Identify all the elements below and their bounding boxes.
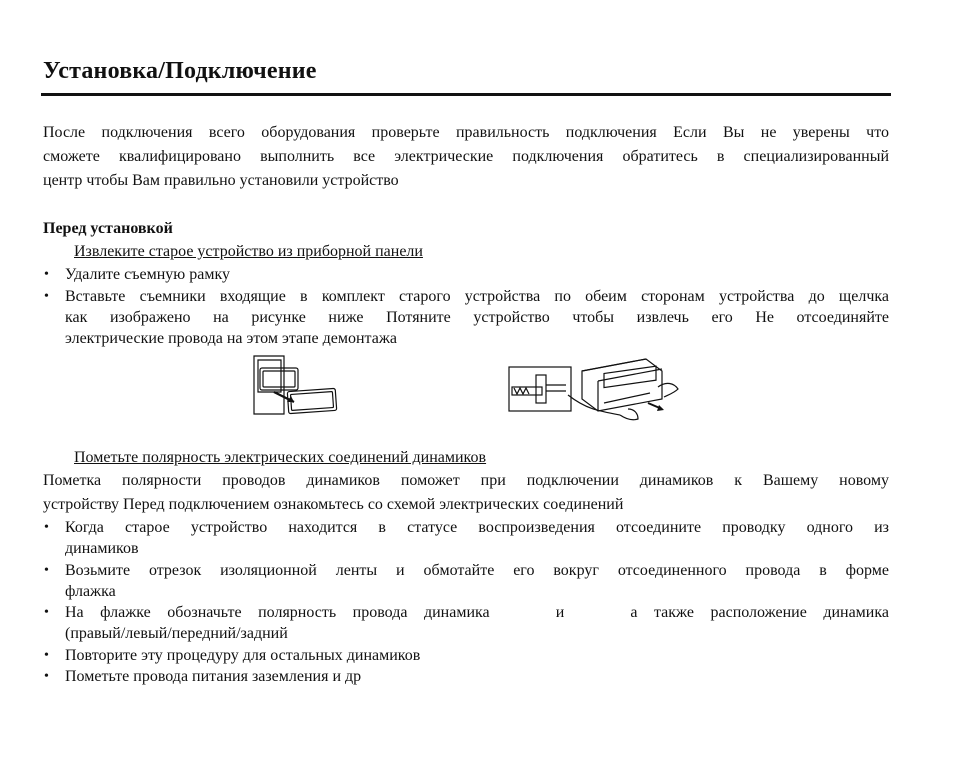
bullet-marker: • bbox=[44, 289, 49, 304]
figure-extraction-keys bbox=[508, 357, 686, 433]
intro-line-2: сможете квалифицировано выполнить все электрические подключения обратитесь в специализированный bbox=[43, 148, 889, 165]
bullet-marker: • bbox=[44, 669, 49, 684]
subheading-remove-old-unit: Извлеките старое устройство из приборной панели bbox=[74, 243, 423, 260]
intro-line-1: После подключения всего оборудования проверьте правильность подключения Если Вы не уверены что bbox=[43, 124, 889, 141]
polarity-para-line-2: устройству Перед подключением ознакомьтесь со схемой электрических соединений bbox=[43, 496, 624, 513]
before-bullet-1: Удалите съемную рамку bbox=[65, 266, 230, 283]
polarity-bullet-2-line-2: флажка bbox=[65, 583, 116, 600]
figure-remove-frame bbox=[248, 352, 340, 422]
bullet-marker: • bbox=[44, 267, 49, 282]
section-heading-before: Перед установкой bbox=[43, 220, 173, 237]
page-title: Установка/Подключение bbox=[43, 58, 317, 84]
polarity-bullet-3-line-1: На флажке обозначьте полярность провода динамика и а также расположение динамика bbox=[65, 604, 889, 621]
title-divider bbox=[41, 93, 891, 96]
before-bullet-2-line-1: Вставьте съемники входящие в комплект старого устройства по обеим сторонам устройства до щелчка bbox=[65, 288, 889, 305]
subheading-speaker-polarity: Пометьте полярность электрических соединений динамиков bbox=[74, 449, 487, 466]
polarity-bullet-5: Пометьте провода питания заземления и др bbox=[65, 668, 362, 685]
bullet-marker: • bbox=[44, 520, 49, 535]
polarity-bullet-4: Повторите эту процедуру для остальных динамиков bbox=[65, 647, 421, 664]
bullet-marker: • bbox=[44, 648, 49, 663]
polarity-bullet-3-line-2: (правый/левый/передний/задний bbox=[65, 625, 288, 642]
intro-line-3: центр чтобы Вам правильно установили устройство bbox=[43, 172, 399, 189]
polarity-bullet-1-line-1: Когда старое устройство находится в статусе воспроизведения отсоедините проводку одного из bbox=[65, 519, 889, 536]
polarity-bullet-1-line-2: динамиков bbox=[65, 540, 139, 557]
before-bullet-2-line-2: как изображено на рисунке ниже Потяните устройство чтобы извлечь его Не отсоединяйте bbox=[65, 309, 889, 326]
before-bullet-2-line-3: электрические провода на этом этапе демонтажа bbox=[65, 330, 397, 347]
polarity-para-line-1: Пометка полярности проводов динамиков поможет при подключении динамиков к Вашему новому bbox=[43, 472, 889, 489]
polarity-bullet-2-line-1: Возьмите отрезок изоляционной ленты и обмотайте его вокруг отсоединенного провода в форме bbox=[65, 562, 889, 579]
bullet-marker: • bbox=[44, 605, 49, 620]
bullet-marker: • bbox=[44, 563, 49, 578]
